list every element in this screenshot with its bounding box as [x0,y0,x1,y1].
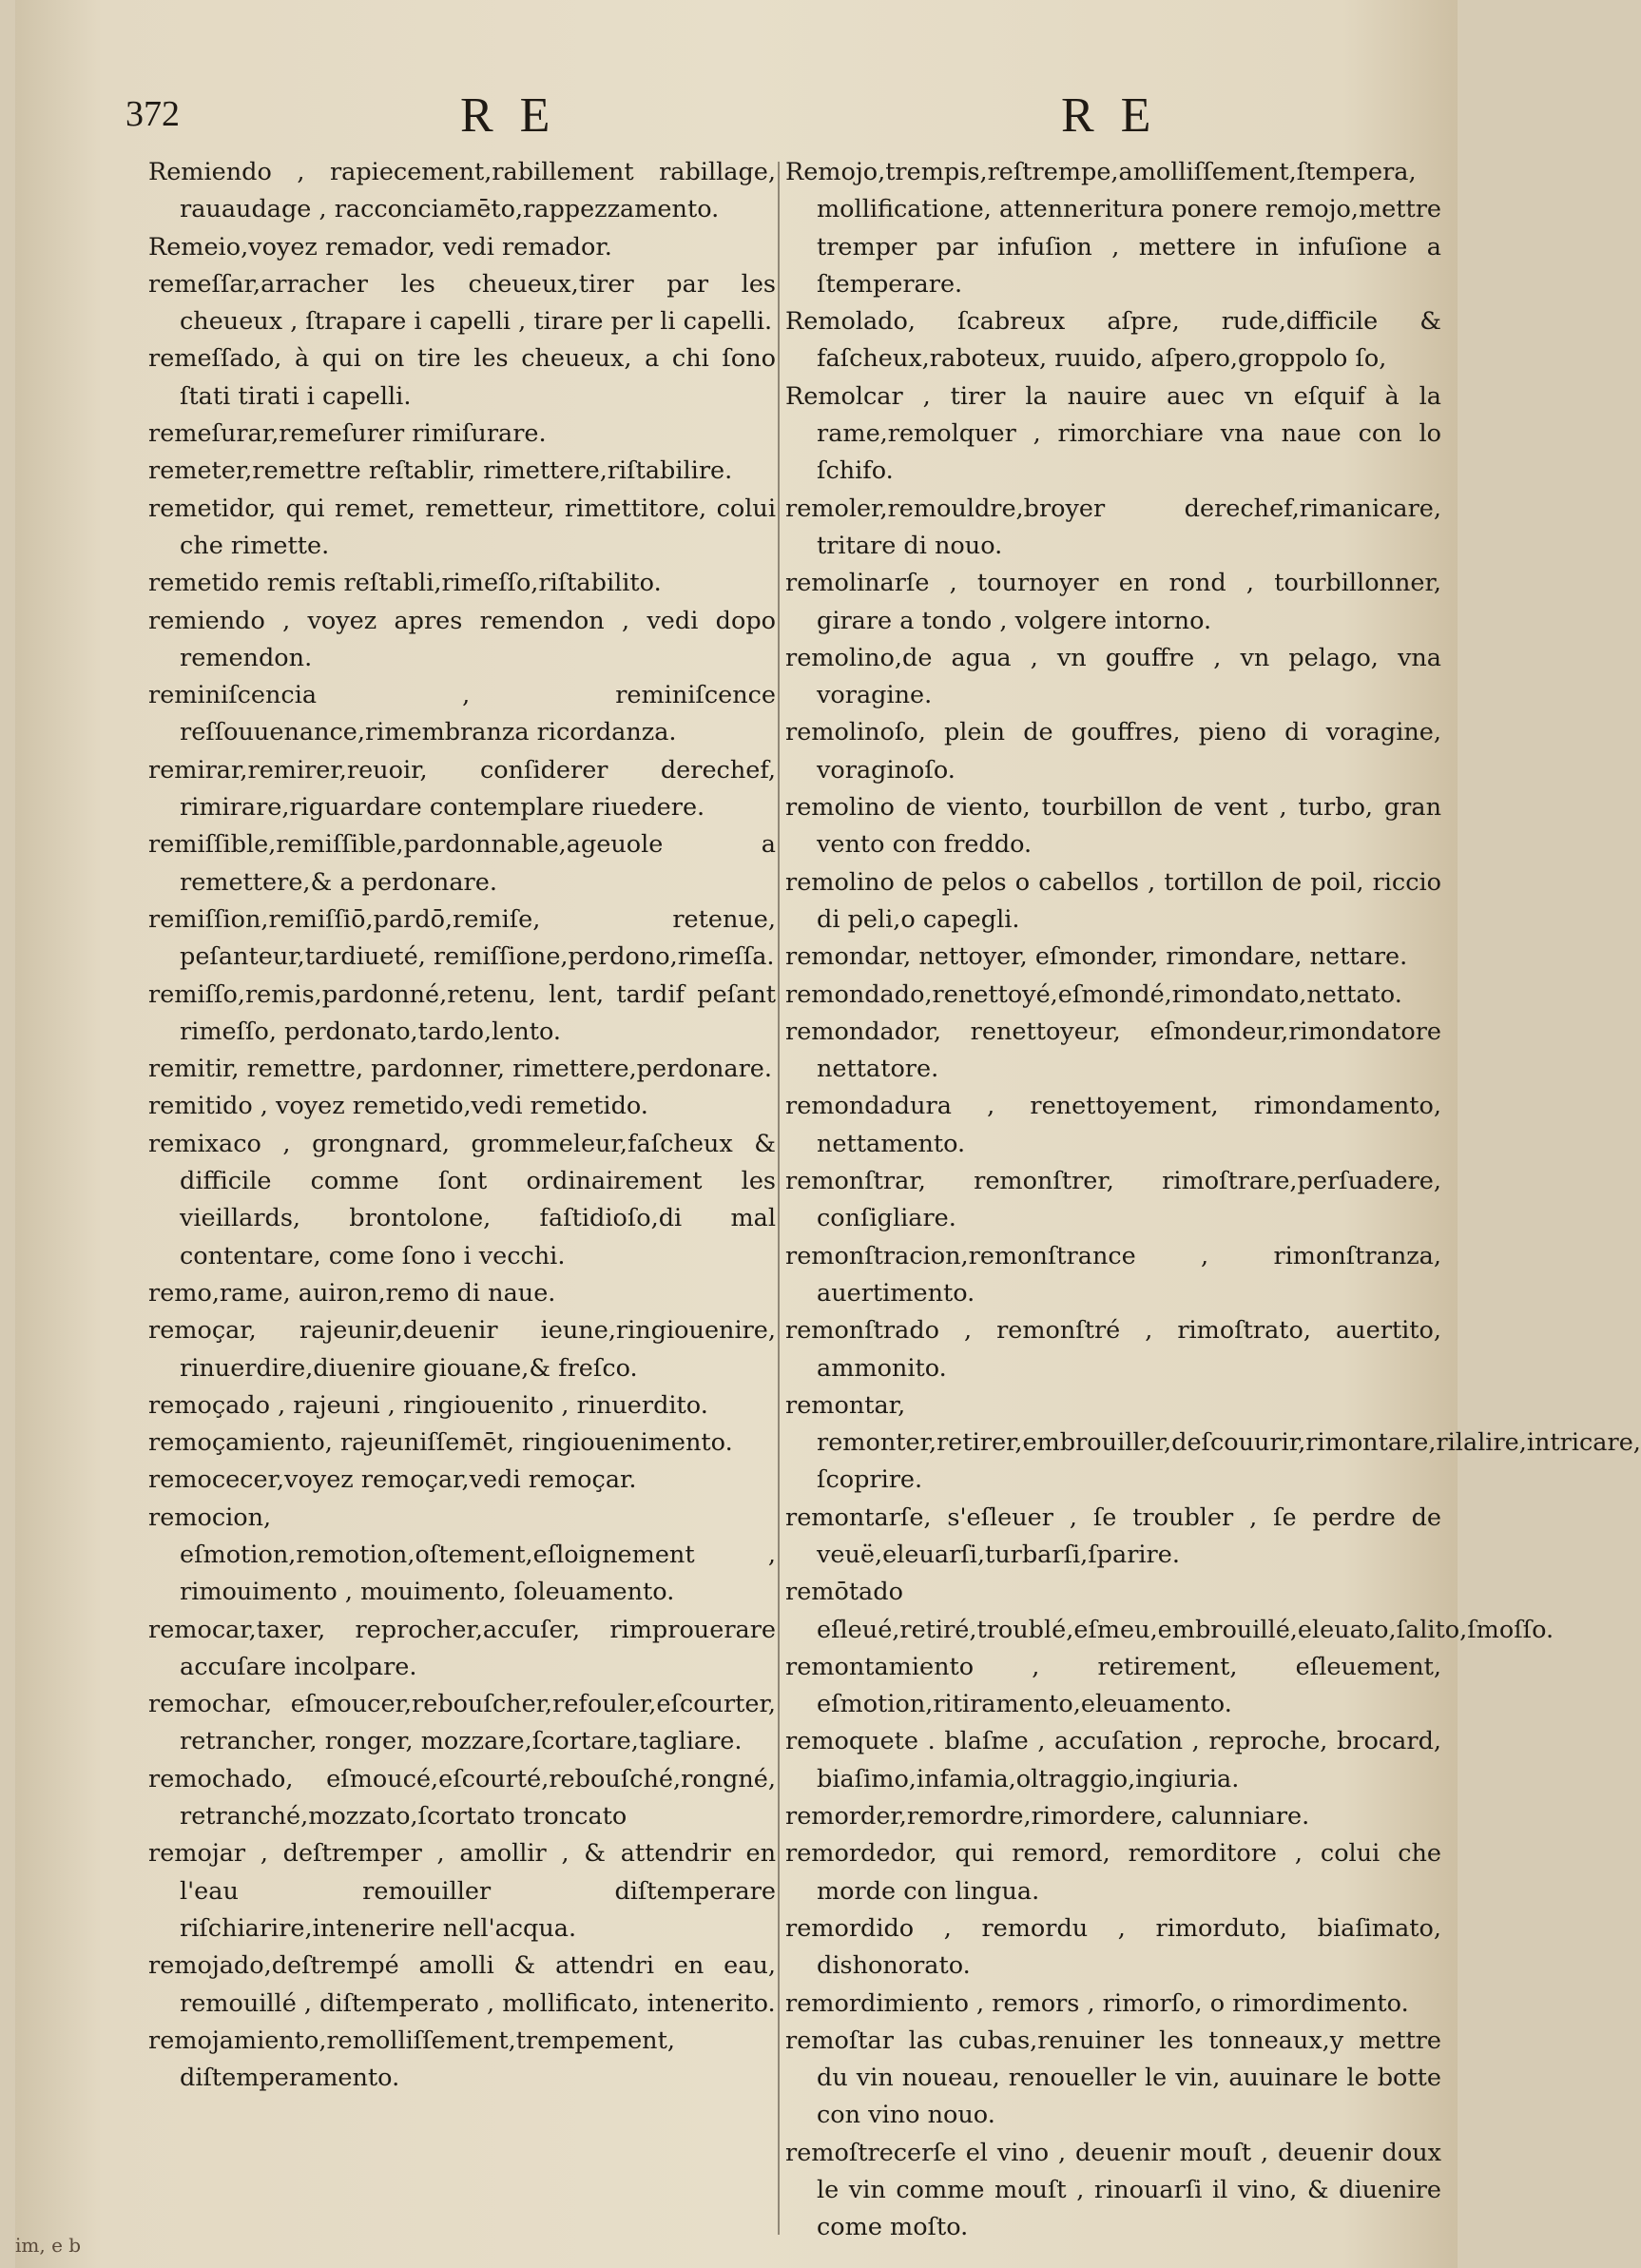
dictionary-entry: remirar,remirer,reuoir, conſiderer derechef, rimirare,riguardare contemplare riuedere. [148,755,776,823]
dictionary-entry: remiſſible,remiſſible,pardonnable,ageuole a remettere,& a perdonare. [148,830,776,897]
dictionary-entry: remeſurar,remeſurer rimiſurare. [148,419,547,449]
dictionary-entry: remojar , deſtremper , amollir , & attendrir en l'eau remouiller diſtemperare riſchiarire,intenerire nell'acqua. [148,1839,776,1943]
dictionary-entry: remonſtrar, remonſtrer, rimoſtrare,perſuadere, conſigliare. [785,1167,1441,1233]
dictionary-entry: remoſtrecerſe el vino , deuenir mouſt , deuenir doux le vin comme mouſt , rinouarſi il vino, & diuenire come moſto. [785,2138,1441,2242]
dictionary-page [15,0,1641,2268]
dictionary-entry: remiſſion,remiſſiō,pardō,remiſe, retenue, peſanteur,tardiueté, remiſſione,perdono,rimeſſa. [148,904,776,972]
dictionary-entry: remetidor, qui remet, remetteur, rimettitore, colui che rimette. [148,494,776,560]
dictionary-entry: remitir, remettre, pardonner, rimettere,perdonare. [148,1055,772,1084]
dictionary-entry: remoçar, rajeunir,deuenir ieune,ringiouenire, rinuerdire,diuenire giouane,& freſco. [148,1316,776,1383]
dictionary-entry: remondadura , renettoyement, rimondamento, nettamento. [785,1092,1441,1158]
dictionary-entry: remordimiento , remors , rimorſo, o rimordimento. [785,1988,1409,2018]
dictionary-entry: remeſſar,arracher les cheueux,tirer par les cheueux , ſtrapare i capelli , tirare per li capelli. [148,269,776,337]
dictionary-entry: Remojo,trempis,reſtrempe,amolliſſement,ſtempera, mollificatione, attenneritura ponere remojo,mettre tremper par infuſion , mettere in infuſione a ſtemperare. [785,158,1442,299]
dictionary-entry: remolino de pelos o cabellos , tortillon de poil, riccio di peli,o capegli. [785,867,1441,934]
dictionary-entry: remolinoſo, plein de gouffres, pieno di voragine, voraginoſo. [785,718,1441,785]
dictionary-entry: remordedor, qui remord, remorditore , colui che morde con lingua. [785,1839,1441,1906]
dictionary-entry: remocecer,voyez remoçar,vedi remoçar. [148,1465,637,1495]
dictionary-entry: remiendo , voyez apres remendon , vedi dopo remendon. [148,606,776,672]
dictionary-entry: remocar,taxer, reprocher,accuſer, rimprouerare accuſare incolpare. [148,1615,776,1681]
dictionary-entry: remoçamiento, rajeuniſſemēt, ringiouenimento. [148,1428,733,1458]
dictionary-entry: remetido remis reſtabli,rimeſſo,riſtabilito. [148,569,662,598]
dictionary-entry: remoſtar las cubas,renuiner les tonneaux,y mettre du vin noueau, renoueller le vin, auuinare le botte con vino nouo. [785,2026,1441,2130]
page-number: 372 [125,94,180,134]
dictionary-entry: remondar, nettoyer, eſmonder, rimondare, nettare. [785,942,1408,972]
dictionary-entry: remordido , remordu , rimorduto, biaſimato, dishonorato. [785,1913,1441,1981]
dictionary-entry: remitido , voyez remetido,vedi remetido. [148,1092,648,1121]
dictionary-entry: remoler,remouldre,broyer derechef,rimanicare, tritare di nouo. [785,494,1441,560]
dictionary-entry: remiſſo,remis,pardonné,retenu, lent, tardif peſant rimeſſo, perdonato,tardo,lento. [148,979,776,1046]
dictionary-entry: remolino de viento, tourbillon de vent , turbo, gran vento con freddo. [785,793,1441,860]
dictionary-entry: Remolado, ſcabreux aſpre, rude,difficile & faſcheux,raboteux, ruuido, aſpero,groppolo ſo, [785,307,1441,374]
dictionary-entry: remōtado eſleué,retiré,troublé,eſmeu,embrouillé,eleuato,ſalito,ſmoſſo. [785,1578,1554,1644]
dictionary-entry: remochado, eſmoucé,eſcourté,rebouſché,rongné, retranché,mozzato,ſcortato troncato [148,1764,776,1832]
dictionary-entry: remoçado , rajeuni , ringiouenito , rinuerdito. [148,1390,708,1420]
dictionary-entry: remojamiento,remolliſſement,trempement, diſtemperamento. [148,2026,675,2093]
right-running-head: RE [1061,88,1178,143]
dictionary-entry: remonſtracion,remonſtrance , rimonſtranza, auertimento. [785,1241,1441,1308]
dictionary-entry: Remiendo , rapiecement,rabillement rabillage, rauaudage , racconciamēto,rappezzamento. [148,158,776,224]
dictionary-entry: remo,rame, auiron,remo di naue. [148,1278,556,1308]
dictionary-entry: remolino,de agua , vn gouffre , vn pelago, vna voragine. [785,643,1441,710]
margin-marks: im, e b [15,2234,82,2257]
dictionary-entry: remeſſado, à qui on tire les cheueux, a chi ſono ſtati tirati i capelli. [148,344,776,411]
right-column [785,154,1641,2246]
dictionary-entry: reminiſcencia , reminiſcence reſſouuenance,rimembranza ricordanza. [148,681,776,747]
dictionary-entry: remondado,renettoyé,eſmondé,rimondato,nettato. [785,979,1402,1009]
dictionary-entry: remontar, remonter,retirer,embrouiller,deſcouurir,rimontare,rilalire,intricare, ſcoprire. [785,1390,1641,1495]
dictionary-entry: remixaco , grongnard, grommeleur,faſcheux & difficile comme ſont ordinairement les vieillards, brontolone, faſtidioſo,di mal contentare, come ſono i vecchi. [148,1129,776,1270]
dictionary-entry: Remeio,voyez remador, vedi remador. [148,232,612,262]
page-header [15,88,1458,150]
dictionary-entry: remojado,deſtrempé amolli & attendri en eau, remouillé , diſtemperato , mollificato, intenerito. [148,1951,776,2018]
dictionary-entry: remontarſe, s'eſleuer , ſe troubler , ſe perdre de veuë,eleuarſi,turbarſi,ſparire. [785,1502,1441,1569]
column-divider [778,162,780,2235]
left-column [148,154,776,2246]
dictionary-entry: remonſtrado , remonſtré , rimoſtrato, auertito, ammonito. [785,1316,1441,1383]
left-running-head: RE [460,88,577,143]
dictionary-entry: Remolcar , tirer la nauire auec vn eſquif à la rame,remolquer , rimorchiare vna naue con lo ſchifo. [785,381,1441,486]
dictionary-entry: remontamiento , retirement, eſleuement, eſmotion,ritiramento,eleuamento. [785,1652,1441,1719]
dictionary-entry: remorder,remordre,rimordere, calunniare. [785,1802,1310,1832]
dictionary-entry: remondador, renettoyeur, eſmondeur,rimondatore nettatore. [785,1017,1441,1084]
dictionary-entry: remeter,remettre reſtablir, rimettere,riſtabilire. [148,456,733,486]
dictionary-entry: remolinarſe , tournoyer en rond , tourbillonner, girare a tondo , volgere intorno. [785,569,1441,635]
dictionary-entry: remoquete . blaſme , accuſation , reproche, brocard, biaſimo,infamia,oltraggio,ingiuria. [785,1727,1441,1793]
dictionary-entry: remocion, eſmotion,remotion,oſtement,eſloignement , rimouimento , mouimento, ſoleuamento. [148,1502,776,1607]
dictionary-entry: remochar, eſmoucer,rebouſcher,refouler,eſcourter, retrancher, ronger, mozzare,ſcortare,tagliare. [148,1690,776,1756]
